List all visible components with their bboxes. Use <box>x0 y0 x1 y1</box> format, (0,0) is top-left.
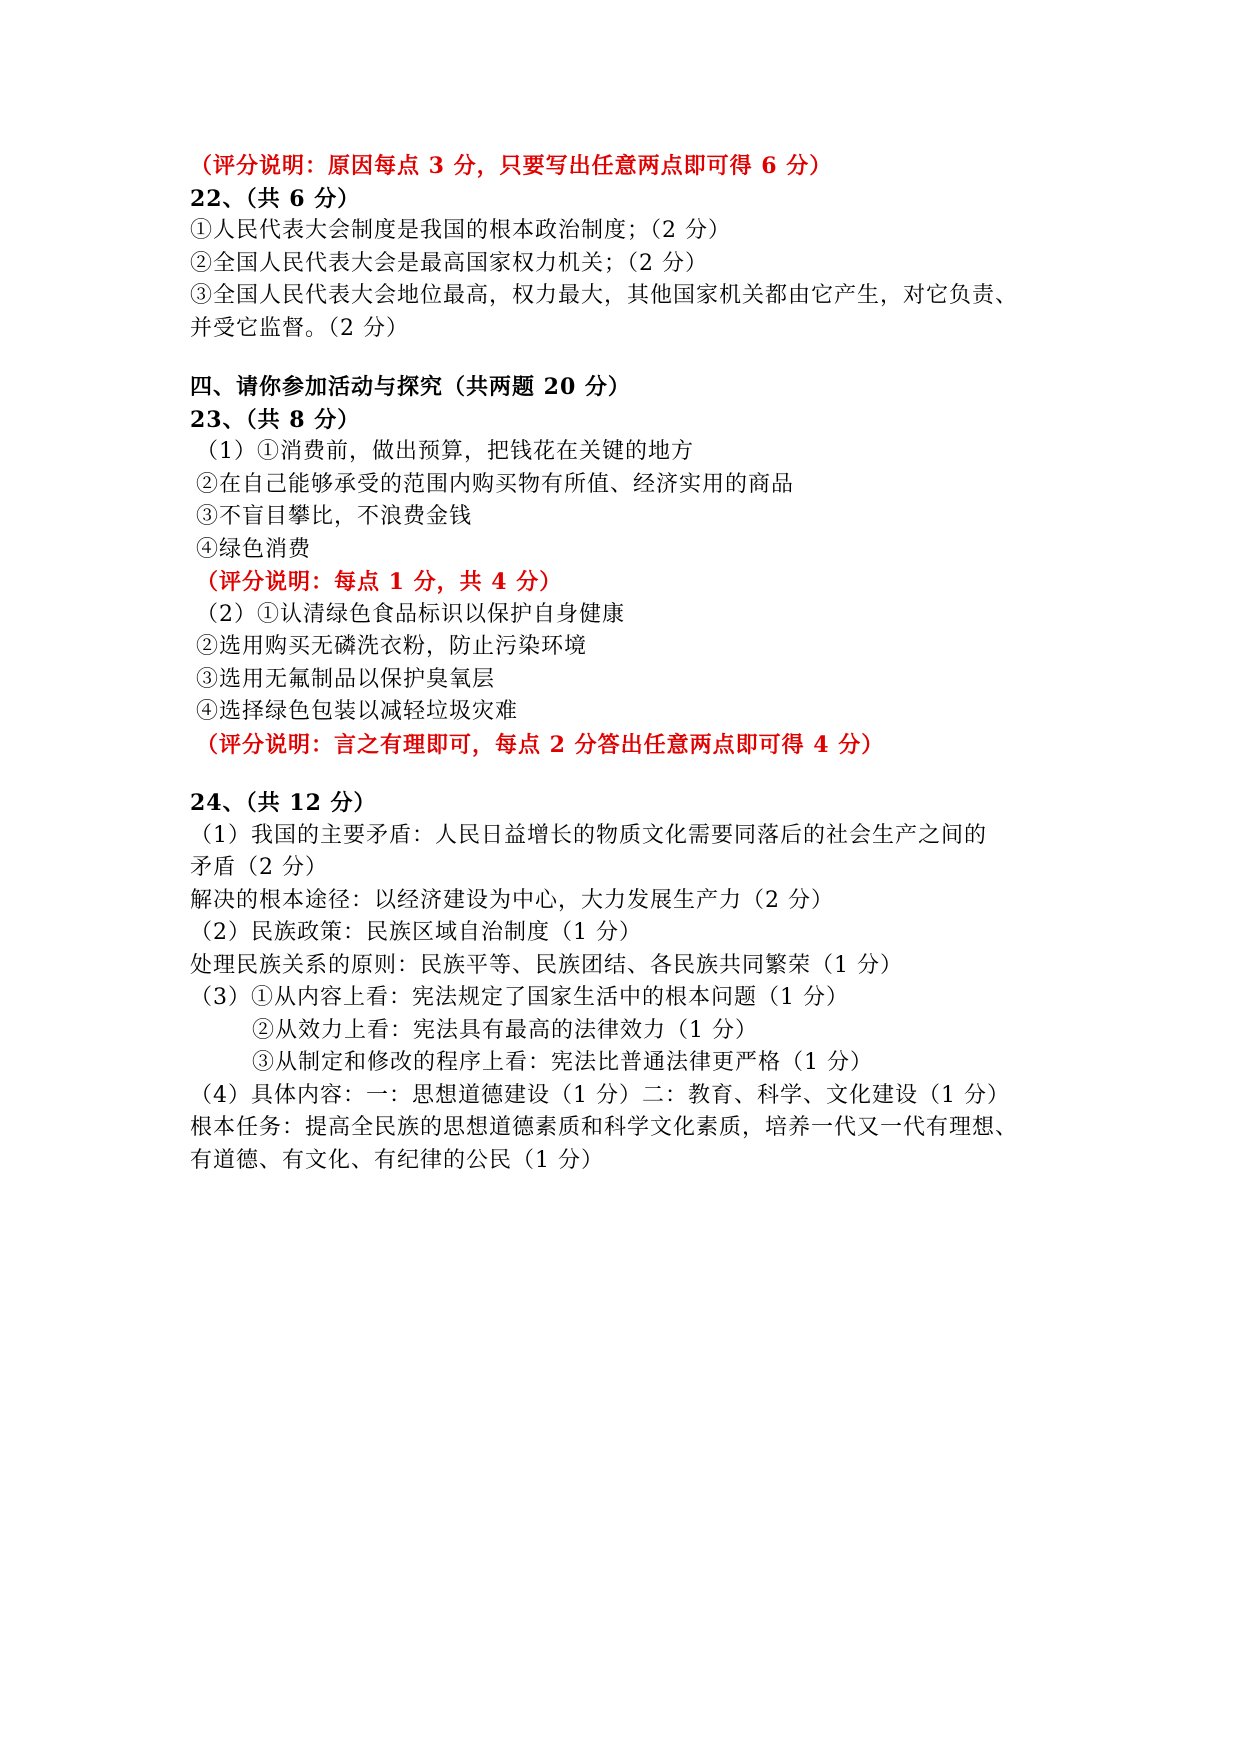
q23-part2-item-2: ②选用购买无磷洗衣粉，防止污染环境 <box>196 634 588 659</box>
q23-part1-item-1: （1）①消费前，做出预算，把钱花在关键的地方 <box>196 439 694 464</box>
q23-part1-item-3: ③不盲目攀比，不浪费金钱 <box>196 504 473 529</box>
q24-line-6: （3）①从内容上看：宪法规定了国家生活中的根本问题（1 分） <box>190 985 849 1010</box>
section-4-title: 四、请你参加活动与探究（共两题 20 分） <box>190 374 631 400</box>
q23-part2-item-3: ③选用无氟制品以保护臭氧层 <box>196 666 496 692</box>
q24-line-2: 矛盾（2 分） <box>190 855 328 880</box>
q23-heading: 23、（共 8 分） <box>190 406 361 433</box>
q24-line-7: ②从效力上看：宪法具有最高的法律效力（1 分） <box>252 1017 758 1043</box>
scoring-note-23-1: （评分说明：每点 1 分，共 4 分） <box>196 569 563 595</box>
q24-line-10: 根本任务：提高全民族的思想道德素质和科学文化素质，培养一代又一代有理想、 <box>190 1115 1019 1140</box>
q23-part1-item-2: ②在自己能够承受的范围内购买物有所值、经济实用的商品 <box>196 471 795 497</box>
spacer <box>190 761 1090 787</box>
q24-line-9: （4）具体内容：一：思想道德建设（1 分）二：教育、科学、文化建设（1 分） <box>190 1082 1010 1108</box>
q23-part1-item-4: ④绿色消费 <box>196 536 312 562</box>
q24-line-8: ③从制定和修改的程序上看：宪法比普通法律更严格（1 分） <box>252 1050 873 1075</box>
q24-line-11: 有道德、有文化、有纪律的公民（1 分） <box>190 1147 604 1173</box>
q24-line-5: 处理民族关系的原则：民族平等、民族团结、各民族共同繁荣（1 分） <box>190 952 903 978</box>
scoring-note-21: （评分说明：原因每点 3 分，只要写出任意两点即可得 6 分） <box>190 153 833 179</box>
q23-part2-item-1: （2）①认清绿色食品标识以保护自身健康 <box>196 601 625 627</box>
scoring-note-23-2: （评分说明：言之有理即可，每点 2 分答出任意两点即可得 4 分） <box>196 731 885 758</box>
q22-answer-3-cont: 并受它监督。（2 分） <box>190 315 409 341</box>
q24-heading: 24、（共 12 分） <box>190 790 377 816</box>
answer-key-page <box>190 150 1090 1177</box>
q24-line-4: （2）民族政策：民族区域自治制度（1 分） <box>190 920 642 945</box>
q24-line-3: 解决的根本途径：以经济建设为中心，大力发展生产力（2 分） <box>190 887 834 913</box>
q22-heading: 22、（共 6 分） <box>190 185 361 212</box>
q22-answer-2: ②全国人民代表大会是最高国家权力机关；（2 分） <box>190 250 708 276</box>
spacer <box>190 345 1090 371</box>
q22-answer-1: ①人民代表大会制度是我国的根本政治制度；（2 分） <box>190 218 731 243</box>
q23-part2-item-4: ④选择绿色包装以减轻垃圾灾难 <box>196 699 519 724</box>
q24-line-1: （1）我国的主要矛盾：人民日益增长的物质文化需要同落后的社会生产之间的 <box>190 822 987 848</box>
q22-answer-3: ③全国人民代表大会地位最高，权力最大，其他国家机关都由它产生，对它负责、 <box>190 283 1019 308</box>
